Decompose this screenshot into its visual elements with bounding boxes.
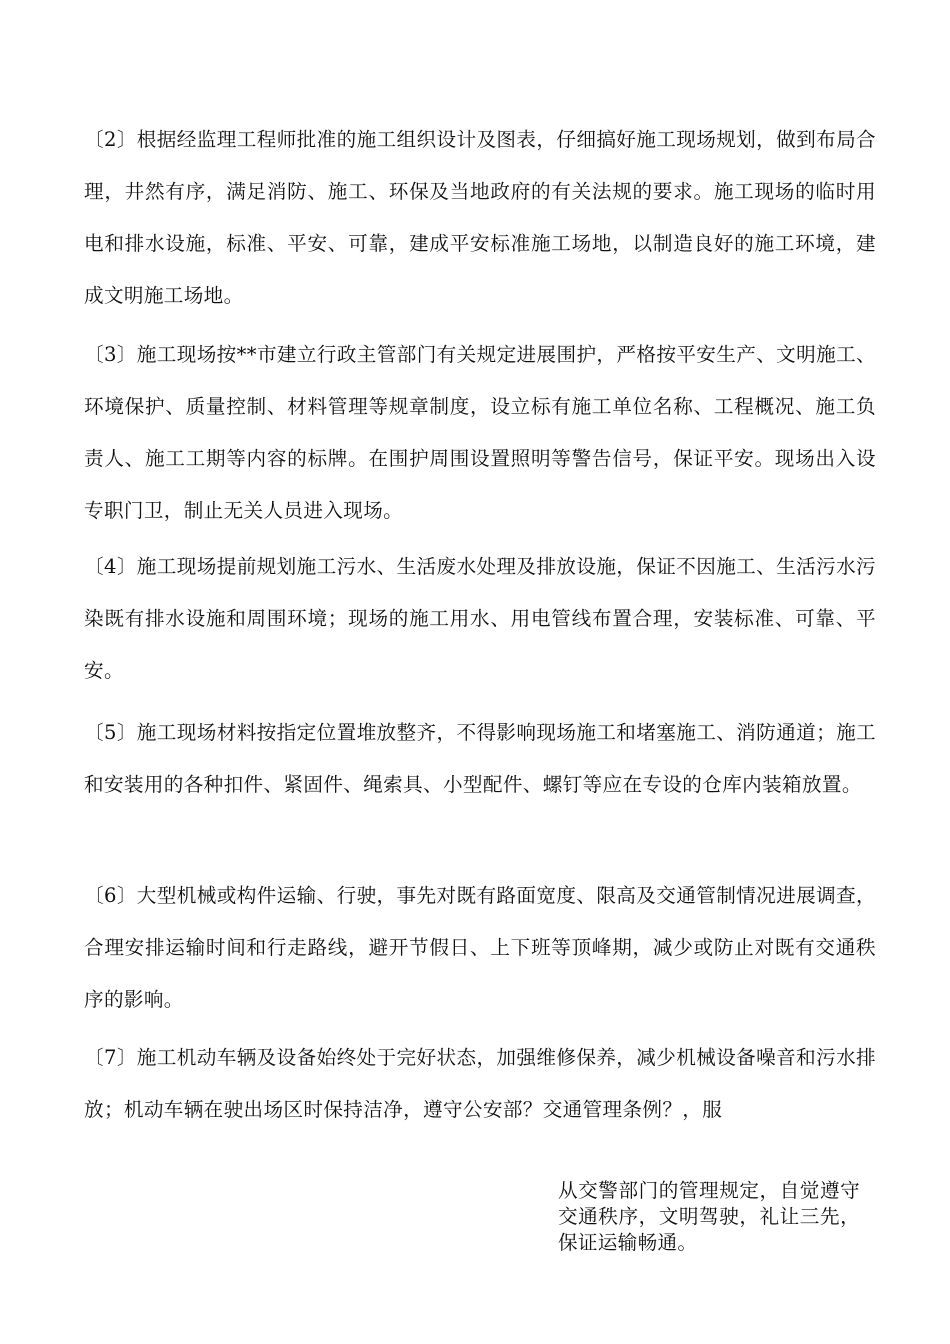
paragraph-item-2: 〔2〕根据经监理工程师批准的施工组织设计及图表，仔细搞好施工现场规划，做到布局合理，井然有序，满足消防、施工、环保及当地政府的有关法规的要求。施工现场的临时用电和排水设施，标准、平安、可靠，建成平安标准施工场地，以制造良好的施工环境，建成文明施工场地。 [84, 128, 876, 307]
paragraph-item-5: 〔5〕施工现场材料按指定位置堆放整齐，不得影响现场施工和堵塞施工、消防通道；施工和安装用的各种扣件、紧固件、绳索具、小型配件、螺钉等应在专设的仓库内装箱放置。 [84, 721, 876, 796]
paragraph-item-7: 〔7〕施工机动车辆及设备始终处于完好状态，加强维修保养，减少机械设备噪音和污水排放；机动车辆在驶出场区时保持洁净，遵守公安部？交通管理条例？，服 [84, 1046, 876, 1121]
paragraph-item-3: 〔3〕施工现场按**市建立行政主管部门有关规定进展围护，严格按平安生产、文明施工、环境保护、质量控制、材料管理等规章制度，设立标有施工单位名称、工程概况、施工负责人、施工工期等内容的标牌。在围护周围设置照明等警告信号，保证平安。现场出入设专职门卫，制止无关人员进入现场。 [84, 343, 876, 522]
paragraph-item-4: 〔4〕施工现场提前规划施工污水、生活废水处理及排放设施，保证不因施工、生活污水污染既有排水设施和周围环境；现场的施工用水、用电管线布置合理，安装标准、可靠、平安。 [84, 555, 876, 682]
continuation-note: 从交警部门的管理规定，自觉遵守交通秩序，文明驾驶，礼让三先，保证运输畅通。 [558, 1179, 860, 1254]
paragraph-item-6: 〔6〕大型机械或构件运输、行驶，事先对既有路面宽度、限高及交通管制情况进展调查，合理安排运输时间和行走路线，避开节假日、上下班等顶峰期，减少或防止对既有交通秩序的影响。 [84, 884, 876, 1011]
